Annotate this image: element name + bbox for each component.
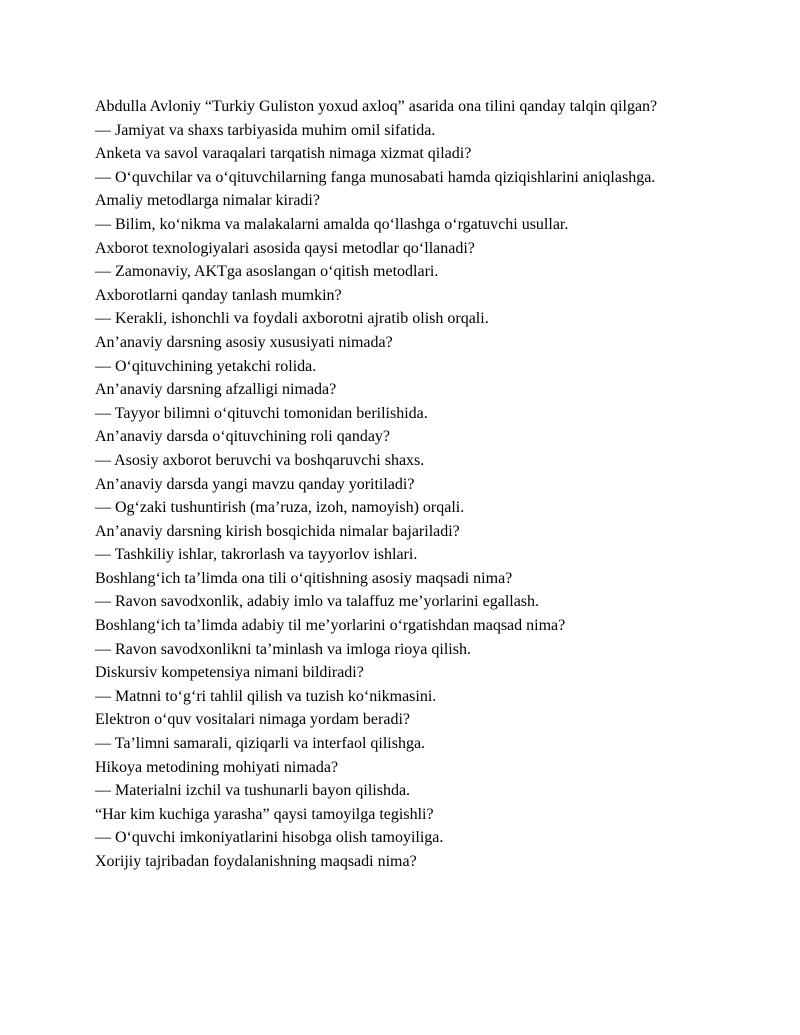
- question-8: An’anaviy darsda o‘qituvchining roli qanday?: [95, 428, 391, 446]
- answer-2: — O‘quvchilar va o‘qituvchilarning fanga munosabati hamda qiziqishlarini aniqlashga.: [95, 168, 656, 186]
- answer-16: — O‘quvchi imkoniyatlarini hisobga olish tamoyiliga.: [95, 829, 444, 847]
- answer-8: — Asosiy axborot beruvchi va boshqaruvchi shaxs.: [95, 451, 425, 469]
- question-15: Hikoya metodining mohiyati nimada?: [95, 758, 339, 776]
- answer-11: — Ravon savodxonlik, adabiy imlo va talaffuz me’yorlarini egallash.: [95, 593, 540, 611]
- question-16: “Har kim kuchiga yarasha” qaysi tamoyilga tegishli?: [95, 805, 434, 823]
- answer-14: — Ta’limni samarali, qiziqarli va interfaol qilishga.: [95, 735, 426, 753]
- question-4: Axborot texnologiyalari asosida qaysi metodlar qo‘llanadi?: [95, 239, 475, 257]
- question-5: Axborotlarni qanday tanlash mumkin?: [95, 286, 342, 304]
- answer-12: — Ravon savodxonlikni ta’minlash va imloga rioya qilish.: [95, 640, 471, 658]
- question-11: Boshlang‘ich ta’limda ona tili o‘qitishning asosiy maqsadi nima?: [95, 569, 513, 587]
- question-13: Diskursiv kompetensiya nimani bildiradi?: [95, 664, 364, 682]
- answer-4: — Zamonaviy, AKTga asoslangan o‘qitish metodlari.: [95, 263, 439, 281]
- answer-7: — Tayyor bilimni o‘qituvchi tomonidan berilishida.: [95, 404, 428, 422]
- question-9: An’anaviy darsda yangi mavzu qanday yoritiladi?: [95, 475, 415, 493]
- question-6: An’anaviy darsning asosiy xususiyati nimada?: [95, 333, 393, 351]
- answer-15: — Materialni izchil va tushunarli bayon qilishda.: [95, 782, 411, 800]
- answer-5: — Kerakli, ishonchli va foydali axborotni ajratib olish orqali.: [95, 310, 489, 328]
- question-2: Anketa va savol varaqalari tarqatish nimaga xizmat qiladi?: [95, 145, 472, 163]
- answer-6: — O‘qituvchining yetakchi rolida.: [95, 357, 317, 375]
- document-page: [95, 95, 706, 874]
- question-7: An’anaviy darsning afzalligi nimada?: [95, 381, 337, 399]
- answer-13: — Matnni to‘g‘ri tahlil qilish va tuzish ko‘nikmasini.: [95, 687, 437, 705]
- question-12: Boshlang‘ich ta’limda adabiy til me’yorlarini o‘rgatishdan maqsad nima?: [95, 617, 566, 635]
- question-1: Abdulla Avloniy “Turkiy Guliston yoxud axloq” asarida ona tilini qanday talqin qilgan?: [95, 98, 658, 115]
- question-14: Elektron o‘quv vositalari nimaga yordam beradi?: [95, 711, 411, 729]
- answer-9: — Og‘zaki tushuntirish (ma’ruza, izoh, namoyish) orqali.: [95, 499, 465, 517]
- answer-3: — Bilim, ko‘nikma va malakalarni amalda qo‘llashga o‘rgatuvchi usullar.: [95, 215, 569, 233]
- question-3: Amaliy metodlarga nimalar kiradi?: [95, 192, 320, 210]
- answer-10: — Tashkiliy ishlar, takrorlash va tayyorlov ishlari.: [95, 546, 418, 564]
- answer-1: — Jamiyat va shaxs tarbiyasida muhim omil sifatida.: [95, 121, 436, 139]
- question-17: Xorijiy tajribadan foydalanishning maqsadi nima?: [95, 853, 417, 870]
- question-10: An’anaviy darsning kirish bosqichida nimalar bajariladi?: [95, 522, 460, 540]
